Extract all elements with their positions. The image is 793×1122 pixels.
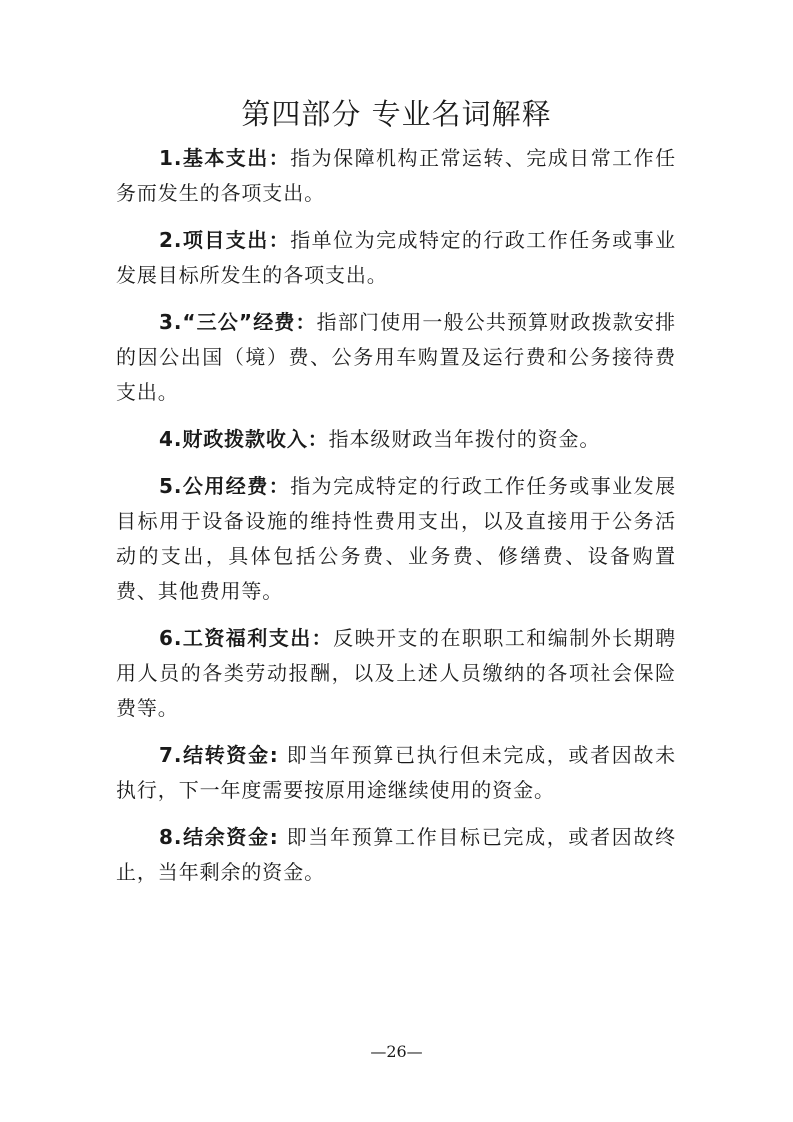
definition-wages-welfare <box>116 621 676 726</box>
definition-term: 8.结余资金: <box>159 825 279 849</box>
definition-basic-expenditure <box>116 141 676 211</box>
definition-public-funds <box>116 469 676 609</box>
definition-carryover-funds <box>116 738 676 808</box>
definition-term: 4.财政拨款收入： <box>159 427 329 451</box>
definition-term: 1.基本支出： <box>159 146 291 170</box>
definition-text: 指为保障机构正常运转、完成日常工作任务而发生的各项支出。 <box>116 146 676 205</box>
definition-surplus-funds <box>116 820 676 890</box>
definition-text: 即当年预算工作目标已完成，或者因故终止，当年剩余的资金。 <box>116 825 676 884</box>
definition-fiscal-appropriation-income <box>116 422 676 457</box>
definition-text: 反映开支的在职职工和编制外长期聘用人员的各类劳动报酬，以及上述人员缴纳的各项社会保险费等。 <box>116 626 676 720</box>
definition-term: 6.工资福利支出： <box>159 626 334 650</box>
definition-text: 即当年预算已执行但未完成，或者因故未执行，下一年度需要按原用途继续使用的资金。 <box>116 743 676 802</box>
definition-three-public-expenses <box>116 305 676 410</box>
definition-term: 5.公用经费： <box>159 474 291 498</box>
definition-text: 指本级财政当年拨付的资金。 <box>328 427 601 451</box>
definition-term: 7.结转资金: <box>159 743 279 767</box>
definition-text: 指部门使用一般公共预算财政拨款安排的因公出国（境）费、公务用车购置及运行费和公务接待费支出。 <box>116 310 676 404</box>
definitions-list <box>116 141 676 902</box>
page-number: —26— <box>370 1042 423 1061</box>
definition-project-expenditure <box>116 223 676 293</box>
definition-term: 3.“三公”经费： <box>159 310 317 334</box>
definition-term: 2.项目支出： <box>159 228 291 252</box>
page-title: 第四部分 专业名词解释 <box>241 97 552 131</box>
definition-text: 指为完成特定的行政工作任务或事业发展目标用于设备设施的维持性费用支出，以及直接用于公务活动的支出，具体包括公务费、业务费、修缮费、设备购置费、其他费用等。 <box>116 474 676 603</box>
definition-text: 指单位为完成特定的行政工作任务或事业发展目标所发生的各项支出。 <box>116 228 676 287</box>
